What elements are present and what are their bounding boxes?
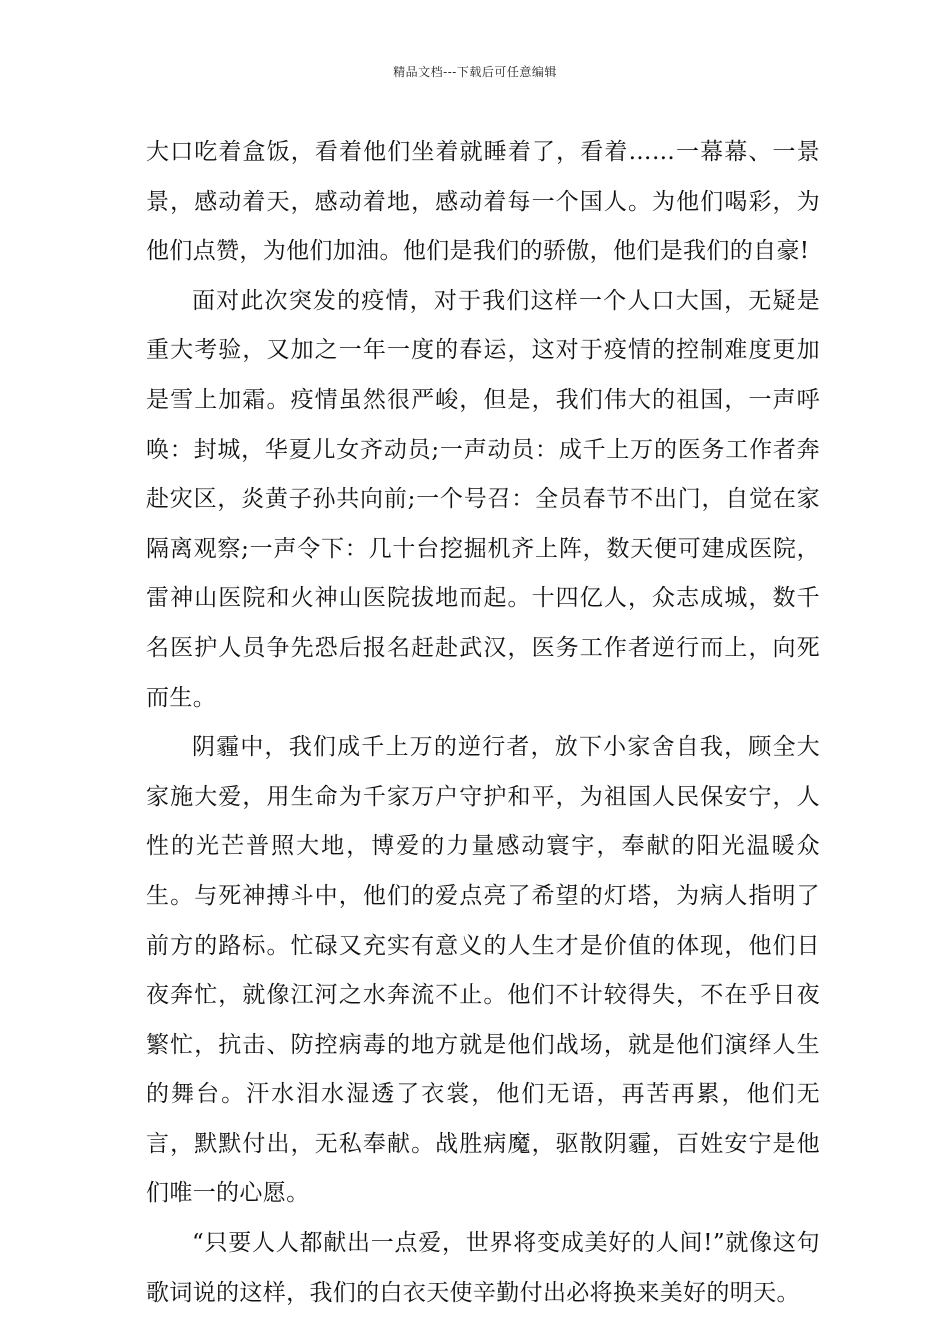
document-body — [146, 128, 820, 1318]
paragraph-1: 大口吃着盒饭，看着他们坐着就睡着了，看着……一幕幕、一景景，感动着天，感动着地，感动着每一个国人。为他们喝彩，为他们点赞，为他们加油。他们是我们的骄傲，他们是我们的自豪! — [146, 139, 820, 265]
paragraph-3: 阴霾中，我们成千上万的逆行者，放下小家舍自我，顾全大家施大爱，用生命为千家万户守护和平，为祖国人民保安宁，人性的光芒普照大地，博爱的力量感动寰宇，奉献的阳光温暖众生。与死神搏斗中，他们的爱点亮了希望的灯塔，为病人指明了前方的路标。忙碌又充实有意义的人生才是价值的体现，他们日夜奔忙，就像江河之水奔流不止。他们不计较得失，不在乎日夜繁忙，抗击、防控病毒的地方就是他们战场，就是他们演绎人生的舞台。汗水泪水湿透了衣裳，他们无语，再苦再累，他们无言，默默付出，无私奉献。战胜病魔，驱散阴霾，百姓安宁是他们唯一的心愿。 — [146, 734, 820, 1207]
page-header: 精品文档---下载后可任意编辑 — [393, 65, 557, 79]
paragraph-2: 面对此次突发的疫情，对于我们这样一个人口大国，无疑是重大考验，又加之一年一度的春运，这对于疫情的控制难度更加是雪上加霜。疫情虽然很严峻，但是，我们伟大的祖国，一声呼唤：封城，华夏儿女齐动员;一声动员：成千上万的医务工作者奔赴灾区，炎黄子孙共向前;一个号召：全员春节不出门，自觉在家隔离观察;一声令下：几十台挖掘机齐上阵，数天便可建成医院，雷神山医院和火神山医院拔地而起。十四亿人，众志成城，数千名医护人员争先恐后报名赶赴武汉，医务工作者逆行而上，向死而生。 — [146, 287, 820, 711]
paragraph-4: “只要人人都献出一点爱，世界将变成美好的人间!”就像这句歌词说的这样，我们的白衣天使辛勤付出必将换来美好的明天。 — [146, 1230, 820, 1306]
